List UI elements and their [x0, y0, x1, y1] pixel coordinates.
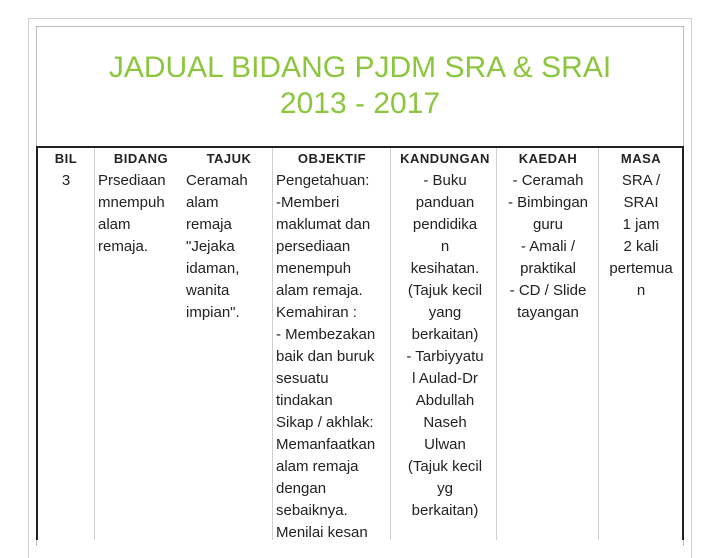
cell-line: - CD / Slide — [509, 282, 587, 299]
cell-line: alam — [186, 194, 219, 211]
header-bidang: BIDANG — [113, 151, 169, 166]
cells-kandungan — [394, 170, 496, 522]
cell-line: Ulwan — [424, 436, 466, 453]
cell-line: Kemahiran : — [276, 304, 357, 321]
header-masa: MASA — [620, 151, 662, 166]
column-divider — [496, 148, 497, 540]
header-objektif: OBJEKTIF — [297, 151, 367, 166]
cell-line: (Tajuk kecil — [407, 458, 483, 475]
cell-line: pendidika — [412, 216, 478, 233]
cell-line: 2 kali — [623, 238, 659, 255]
column-divider — [598, 148, 599, 540]
cells-bidang — [98, 170, 184, 258]
cell-line: n — [636, 282, 646, 299]
cell-line: SRA / — [621, 172, 661, 189]
cell-line: berkaitan) — [411, 502, 479, 519]
header-tajuk: TAJUK — [206, 151, 252, 166]
cells-objektif — [276, 170, 388, 544]
cell-line: menempuh — [276, 260, 352, 277]
page-title — [40, 50, 680, 122]
cell-line: Pengetahuan: — [276, 172, 370, 189]
title-line-1: JADUAL BIDANG PJDM SRA & SRAI — [108, 51, 612, 84]
cell-line: tindakan — [276, 392, 333, 409]
cell-line: yg — [437, 480, 453, 497]
cell-line: - Membezakan — [276, 326, 376, 343]
column-masa — [600, 148, 682, 540]
cell-line: pertemua — [609, 260, 673, 277]
cell-line: praktikal — [520, 260, 576, 277]
cell-line: Abdullah — [415, 392, 475, 409]
cell-line: remaja — [186, 216, 232, 233]
header-bil: BIL — [54, 151, 78, 166]
cell-line: sesuatu — [276, 370, 329, 387]
cell-line: kesihatan. — [410, 260, 480, 277]
cell-line: alam remaja. — [276, 282, 363, 299]
cell-line: - Buku — [423, 172, 467, 189]
column-divider — [94, 148, 95, 540]
cell-line: wanita — [186, 282, 230, 299]
cell-line: persediaan — [276, 238, 351, 255]
cell-line: - Ceramah — [512, 172, 584, 189]
column-kaedah — [498, 148, 598, 540]
cell-line: alam — [98, 216, 131, 233]
cells-bil — [38, 170, 94, 192]
cell-line: Ceramah — [186, 172, 248, 189]
schedule-table — [36, 146, 684, 540]
cells-masa — [600, 170, 682, 302]
cell-line: Naseh — [423, 414, 467, 431]
cell-line: Menilai kesan — [276, 524, 368, 541]
cell-line: baik dan buruk — [276, 348, 375, 365]
cell-line: idaman, — [186, 260, 240, 277]
cell-line: berkaitan) — [411, 326, 479, 343]
cell-line: n — [440, 238, 450, 255]
cell-line: sebaiknya. — [276, 502, 348, 519]
cell-line: alam remaja — [276, 458, 359, 475]
cell-line: yang — [428, 304, 462, 321]
cells-tajuk — [186, 170, 272, 324]
column-tajuk — [186, 148, 272, 540]
header-kaedah: KAEDAH — [518, 151, 578, 166]
cell-line: Memanfaatkan — [276, 436, 376, 453]
cell-line: -Memberi — [276, 194, 340, 211]
cell-line: dengan — [276, 480, 327, 497]
column-bidang — [98, 148, 184, 540]
cell-line: 3 — [61, 172, 71, 189]
cell-line: - Amali / — [520, 238, 576, 255]
cell-line: (Tajuk kecil — [407, 282, 483, 299]
column-divider — [390, 148, 391, 540]
column-objektif — [276, 148, 388, 540]
cell-line: l Aulad-Dr — [412, 370, 478, 387]
cell-line: mnempuh — [98, 194, 165, 211]
cell-line: panduan — [415, 194, 475, 211]
cells-kaedah — [498, 170, 598, 324]
cell-line: remaja. — [98, 238, 149, 255]
cell-line: maklumat dan — [276, 216, 371, 233]
cell-line: SRAI — [623, 194, 659, 211]
cell-line: guru — [532, 216, 564, 233]
column-divider — [272, 148, 273, 540]
cell-line: Sikap / akhlak: — [276, 414, 374, 431]
cell-line: impian". — [186, 304, 240, 321]
column-kandungan — [394, 148, 496, 540]
header-kandungan: KANDUNGAN — [400, 151, 490, 166]
cell-line: - Bimbingan — [507, 194, 589, 211]
column-bil — [38, 148, 94, 540]
cell-line: Prsediaan — [98, 172, 166, 189]
cell-line: tayangan — [517, 304, 579, 321]
cell-line: 1 jam — [622, 216, 660, 233]
title-line-2: 2013 - 2017 — [279, 87, 441, 120]
cell-line: - Tarbiyyatu — [406, 348, 484, 365]
cell-line: "Jejaka — [186, 238, 235, 255]
